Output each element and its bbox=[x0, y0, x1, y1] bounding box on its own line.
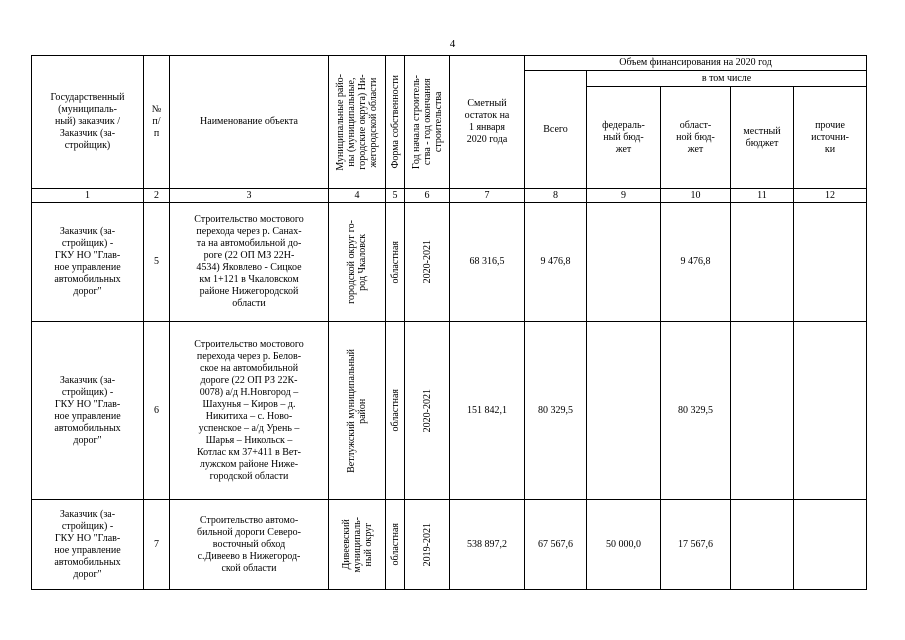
row-other bbox=[794, 203, 867, 322]
row-ownership: областная bbox=[386, 500, 405, 590]
row-object: Строительство мостового перехода через р. Белов- ское на автомобильной дороге (22 ОП РЗ 22К- 0078) а/д Н.Новгород – Шахунья – Киров – д. Никитиха – с. Ново- успенское – а/д Урень – Шарья – Никольск – Котлас км 37+411 в Вет- лужском районе Ниже- городской области bbox=[170, 322, 329, 500]
header-customer: Государственный (муниципаль- ный) заказчик / Заказчик (за- стройщик) bbox=[32, 56, 144, 189]
row-customer: Заказчик (за- стройщик) - ГКУ НО "Глав- ное управление автомобильных дорог" bbox=[32, 322, 144, 500]
table-row bbox=[32, 500, 867, 590]
column-number: 6 bbox=[405, 189, 450, 203]
column-number: 7 bbox=[450, 189, 525, 203]
header-district: Муниципальные райо- ны (муниципальные, городские округа) Ни- жегородской области bbox=[329, 56, 386, 189]
row-balance: 151 842,1 bbox=[450, 322, 525, 500]
header-total: Всего bbox=[525, 71, 587, 189]
row-local bbox=[731, 203, 794, 322]
column-number: 5 bbox=[386, 189, 405, 203]
row-district: Ветлужский муниципальный район bbox=[329, 322, 386, 500]
funding-table bbox=[31, 55, 867, 590]
column-number: 8 bbox=[525, 189, 587, 203]
row-customer: Заказчик (за- стройщик) - ГКУ НО "Глав- ное управление автомобильных дорог" bbox=[32, 500, 144, 590]
column-number: 1 bbox=[32, 189, 144, 203]
row-federal: 50 000,0 bbox=[587, 500, 661, 590]
column-number: 9 bbox=[587, 189, 661, 203]
column-number: 10 bbox=[661, 189, 731, 203]
row-no: 6 bbox=[144, 322, 170, 500]
row-total: 9 476,8 bbox=[525, 203, 587, 322]
row-no: 5 bbox=[144, 203, 170, 322]
row-ownership: областная bbox=[386, 203, 405, 322]
row-object: Строительство мостового перехода через р. Санах- та на автомобильной до- роге (22 ОП МЗ 22Н- 4534) Яковлево - Сицкое км 1+121 в Чкаловском районе Нижегородской области bbox=[170, 203, 329, 322]
row-federal bbox=[587, 322, 661, 500]
header-balance: Сметный остаток на 1 января 2020 года bbox=[450, 56, 525, 189]
column-numbers-row bbox=[32, 189, 867, 203]
header-object-name: Наименование объекта bbox=[170, 56, 329, 189]
header-funding-group: Объем финансирования на 2020 год bbox=[525, 56, 867, 71]
row-local bbox=[731, 500, 794, 590]
row-other bbox=[794, 500, 867, 590]
column-number: 2 bbox=[144, 189, 170, 203]
row-no: 7 bbox=[144, 500, 170, 590]
header-local: местный бюджет bbox=[731, 87, 794, 189]
row-local bbox=[731, 322, 794, 500]
column-number: 11 bbox=[731, 189, 794, 203]
row-years: 2020-2021 bbox=[405, 322, 450, 500]
row-total: 67 567,6 bbox=[525, 500, 587, 590]
header-no: № п/ п bbox=[144, 56, 170, 189]
header-regional: област- ной бюд- жет bbox=[661, 87, 731, 189]
row-years: 2019-2021 bbox=[405, 500, 450, 590]
row-regional: 80 329,5 bbox=[661, 322, 731, 500]
row-object: Строительство автомо- бильной дороги Северо- восточный обход с.Дивеево в Нижегород- ской области bbox=[170, 500, 329, 590]
row-customer: Заказчик (за- стройщик) - ГКУ НО "Глав- ное управление автомобильных дорог" bbox=[32, 203, 144, 322]
row-balance: 68 316,5 bbox=[450, 203, 525, 322]
row-other bbox=[794, 322, 867, 500]
header-years: Год начала строитель- ства - год окончания строительства bbox=[405, 56, 450, 189]
row-district: городской округ го- род Чкаловск bbox=[329, 203, 386, 322]
header-other: прочие источни- ки bbox=[794, 87, 867, 189]
header-federal: федераль- ный бюд- жет bbox=[587, 87, 661, 189]
header-including: в том числе bbox=[587, 71, 867, 87]
row-balance: 538 897,2 bbox=[450, 500, 525, 590]
column-number: 3 bbox=[170, 189, 329, 203]
row-regional: 9 476,8 bbox=[661, 203, 731, 322]
row-total: 80 329,5 bbox=[525, 322, 587, 500]
column-number: 4 bbox=[329, 189, 386, 203]
row-federal bbox=[587, 203, 661, 322]
column-number: 12 bbox=[794, 189, 867, 203]
row-regional: 17 567,6 bbox=[661, 500, 731, 590]
table-row bbox=[32, 322, 867, 500]
row-district: Дивеевский муниципаль- ный округ bbox=[329, 500, 386, 590]
page-number: 4 bbox=[449, 38, 456, 50]
row-years: 2020-2021 bbox=[405, 203, 450, 322]
table-row bbox=[32, 203, 867, 322]
header-ownership: Форма собственности bbox=[386, 56, 405, 189]
row-ownership: областная bbox=[386, 322, 405, 500]
